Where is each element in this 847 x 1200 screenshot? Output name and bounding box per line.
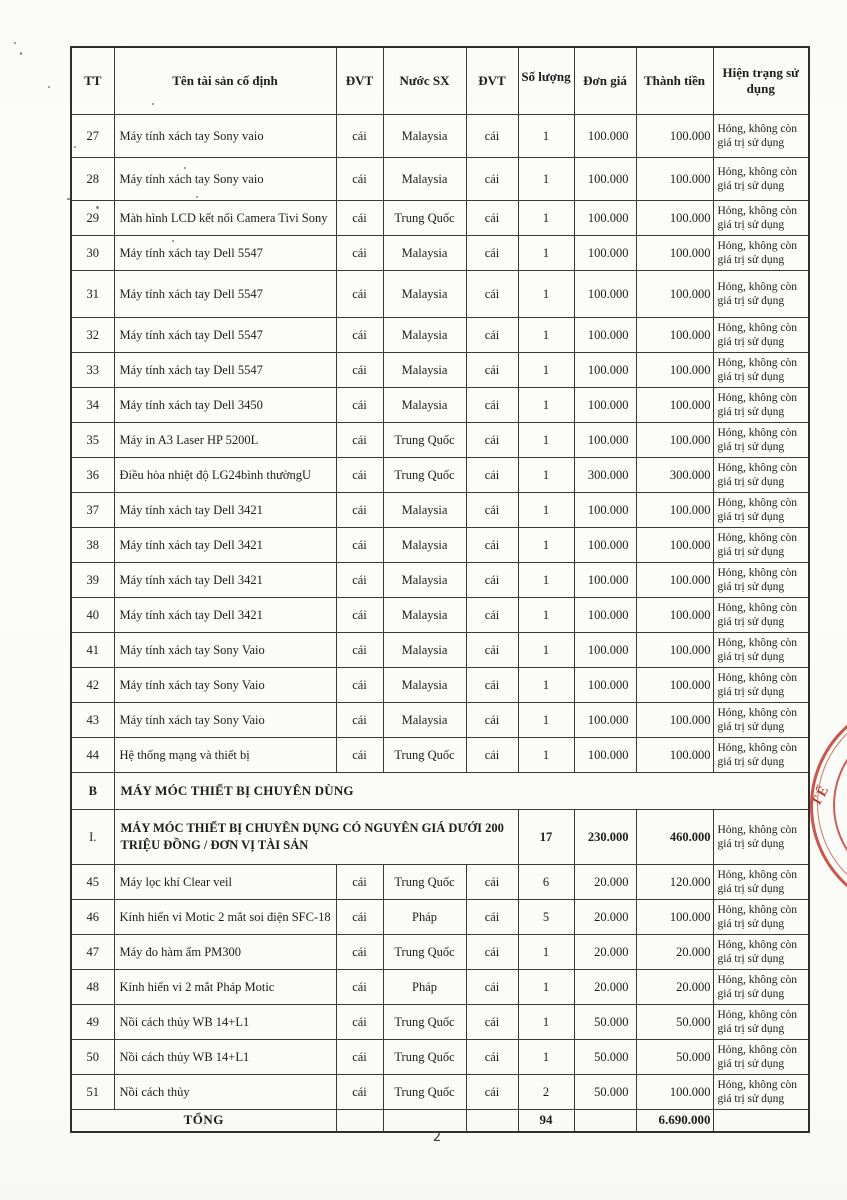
cell-dvt-2: cái (466, 563, 518, 598)
cell-tt: 48 (71, 970, 114, 1005)
cell-country: Pháp (383, 970, 466, 1005)
cell-dvt-1: cái (336, 1040, 383, 1075)
cell-total: 100.000 (636, 236, 713, 271)
cell-unit-price: 100.000 (574, 318, 636, 353)
cell-dvt-1: cái (336, 1005, 383, 1040)
cell-quantity: 17 (518, 810, 574, 865)
cell-total: 100.000 (636, 598, 713, 633)
cell-total: 100.000 (636, 563, 713, 598)
cell-asset-name: Nồi cách thủy WB 14+L1 (114, 1005, 336, 1040)
cell-country: Malaysia (383, 353, 466, 388)
cell-unit-price: 100.000 (574, 738, 636, 773)
cell-unit-price: 100.000 (574, 633, 636, 668)
scan-speckle (48, 86, 50, 88)
cell-dvt-2: cái (466, 236, 518, 271)
cell-total: 20.000 (636, 970, 713, 1005)
cell-tt: 47 (71, 935, 114, 970)
cell-dvt-1: cái (336, 970, 383, 1005)
cell-quantity: 1 (518, 598, 574, 633)
cell-status: Hỏng, không còn giá trị sử dụng (713, 115, 809, 158)
cell-total: 100.000 (636, 493, 713, 528)
cell-asset-name: Nồi cách thủy WB 14+L1 (114, 1040, 336, 1075)
cell-country: Malaysia (383, 115, 466, 158)
cell-dvt-2: cái (466, 703, 518, 738)
cell-quantity: 1 (518, 970, 574, 1005)
cell-dvt-1: cái (336, 1075, 383, 1110)
table-row (71, 563, 809, 598)
cell-country: Trung Quốc (383, 423, 466, 458)
cell-total: 100.000 (636, 115, 713, 158)
cell-unit-price: 20.000 (574, 900, 636, 935)
header-row (71, 47, 809, 115)
cell-quantity: 1 (518, 1040, 574, 1075)
cell-tt: 46 (71, 900, 114, 935)
section-b-header-row (71, 773, 809, 810)
table-row (71, 493, 809, 528)
column-header-asset-name: Tên tài sản cố định (114, 47, 336, 115)
cell-total: 100.000 (636, 1075, 713, 1110)
cell-tt: 32 (71, 318, 114, 353)
cell-dvt-1: cái (336, 201, 383, 236)
table-row (71, 353, 809, 388)
cell-asset-name: Nồi cách thủy (114, 1075, 336, 1110)
cell-quantity: 1 (518, 158, 574, 201)
cell-dvt-1: cái (336, 423, 383, 458)
table-row (71, 668, 809, 703)
cell-status: Hỏng, không còn giá trị sử dụng (713, 1040, 809, 1075)
cell-tt: 28 (71, 158, 114, 201)
cell-country: Malaysia (383, 493, 466, 528)
cell-dvt-1: cái (336, 598, 383, 633)
cell-asset-name: Máy tính xách tay Sony Vaio (114, 703, 336, 738)
cell-dvt-2: cái (466, 935, 518, 970)
cell-quantity: 1 (518, 563, 574, 598)
cell-unit-price: 230.000 (574, 810, 636, 865)
cell-country: Malaysia (383, 563, 466, 598)
cell-quantity: 2 (518, 1075, 574, 1110)
cell-country: Malaysia (383, 158, 466, 201)
table-row (71, 900, 809, 935)
cell-total: 50.000 (636, 1005, 713, 1040)
cell-dvt-1: cái (336, 115, 383, 158)
cell-section-title: MÁY MÓC THIẾT BỊ CHUYÊN DÙNG (114, 773, 809, 810)
cell-tt: 42 (71, 668, 114, 703)
cell-asset-name: Điều hòa nhiệt độ LG24bình thườngU (114, 458, 336, 493)
cell-dvt-1: cái (336, 353, 383, 388)
cell-unit-price: 100.000 (574, 703, 636, 738)
table-row (71, 528, 809, 563)
cell-tt: 50 (71, 1040, 114, 1075)
page-number: 2 (432, 1130, 442, 1145)
cell-country: Trung Quốc (383, 1075, 466, 1110)
cell-dvt-2: cái (466, 318, 518, 353)
cell-dvt-2: cái (466, 1005, 518, 1040)
cell-empty (713, 1110, 809, 1132)
cell-unit-price: 100.000 (574, 158, 636, 201)
cell-empty (574, 1110, 636, 1132)
cell-dvt-2: cái (466, 528, 518, 563)
cell-unit-price: 20.000 (574, 935, 636, 970)
cell-dvt-2: cái (466, 1075, 518, 1110)
cell-unit-price: 50.000 (574, 1040, 636, 1075)
cell-dvt-2: cái (466, 115, 518, 158)
cell-quantity: 1 (518, 1005, 574, 1040)
cell-quantity: 1 (518, 236, 574, 271)
cell-total: 300.000 (636, 458, 713, 493)
cell-total: 100.000 (636, 353, 713, 388)
cell-quantity: 1 (518, 353, 574, 388)
cell-country: Trung Quốc (383, 935, 466, 970)
cell-country: Malaysia (383, 668, 466, 703)
cell-country: Malaysia (383, 598, 466, 633)
cell-quantity: 1 (518, 668, 574, 703)
cell-tt: 31 (71, 271, 114, 318)
cell-quantity: 1 (518, 271, 574, 318)
table-row (71, 201, 809, 236)
cell-asset-name: Máy in A3 Laser HP 5200L (114, 423, 336, 458)
cell-unit-price: 100.000 (574, 598, 636, 633)
cell-quantity: 1 (518, 115, 574, 158)
column-header-dvt-1: ĐVT (336, 47, 383, 115)
cell-status: Hỏng, không còn giá trị sử dụng (713, 738, 809, 773)
cell-status: Hỏng, không còn giá trị sử dụng (713, 353, 809, 388)
cell-dvt-1: cái (336, 935, 383, 970)
cell-dvt-1: cái (336, 236, 383, 271)
table-row (71, 598, 809, 633)
cell-grand-total: 6.690.000 (636, 1110, 713, 1132)
cell-unit-price: 300.000 (574, 458, 636, 493)
cell-unit-price: 20.000 (574, 970, 636, 1005)
cell-tt: 44 (71, 738, 114, 773)
table-row (71, 738, 809, 773)
cell-unit-price: 20.000 (574, 865, 636, 900)
cell-total: 100.000 (636, 738, 713, 773)
table-row (71, 1005, 809, 1040)
cell-asset-name: Máy lọc khí Clear veil (114, 865, 336, 900)
cell-quantity: 1 (518, 935, 574, 970)
cell-country: Trung Quốc (383, 865, 466, 900)
cell-asset-name: Máy tính xách tay Dell 5547 (114, 271, 336, 318)
table-row (71, 865, 809, 900)
cell-tt: 39 (71, 563, 114, 598)
cell-total: 100.000 (636, 668, 713, 703)
cell-dvt-1: cái (336, 633, 383, 668)
cell-status: Hỏng, không còn giá trị sử dụng (713, 528, 809, 563)
column-header-tt: TT (71, 47, 114, 115)
cell-status: Hỏng, không còn giá trị sử dụng (713, 493, 809, 528)
cell-asset-name: Máy tính xách tay Sony Vaio (114, 633, 336, 668)
cell-dvt-2: cái (466, 201, 518, 236)
cell-dvt-2: cái (466, 158, 518, 201)
cell-quantity: 1 (518, 738, 574, 773)
cell-quantity: 6 (518, 865, 574, 900)
column-header-status: Hiện trạng sử dụng (713, 47, 809, 115)
cell-dvt-2: cái (466, 458, 518, 493)
cell-status: Hỏng, không còn giá trị sử dụng (713, 668, 809, 703)
cell-tt: 43 (71, 703, 114, 738)
cell-total: 100.000 (636, 158, 713, 201)
cell-unit-price: 100.000 (574, 201, 636, 236)
cell-tt: 36 (71, 458, 114, 493)
table-row (71, 318, 809, 353)
cell-status: Hỏng, không còn giá trị sử dụng (713, 935, 809, 970)
grand-total-row (71, 1110, 809, 1132)
cell-dvt-2: cái (466, 598, 518, 633)
table-row (71, 703, 809, 738)
cell-status: Hỏng, không còn giá trị sử dụng (713, 563, 809, 598)
cell-dvt-1: cái (336, 318, 383, 353)
cell-quantity: 1 (518, 201, 574, 236)
cell-asset-name: Kính hiển vi 2 mắt Pháp Motic (114, 970, 336, 1005)
cell-empty (466, 1110, 518, 1132)
cell-asset-name: Máy tính xách tay Dell 3421 (114, 598, 336, 633)
cell-status: Hỏng, không còn giá trị sử dụng (713, 865, 809, 900)
cell-total: 50.000 (636, 1040, 713, 1075)
cell-section-title: MÁY MÓC THIẾT BỊ CHUYÊN DỤNG CÓ NGUYÊN GIÁ DƯỚI 200 TRIỆU ĐỒNG / ĐƠN VỊ TÀI SẢN (114, 810, 518, 865)
cell-asset-name: Máy tính xách tay Dell 5547 (114, 236, 336, 271)
cell-status: Hỏng, không còn giá trị sử dụng (713, 810, 809, 865)
cell-total-label: TỔNG (71, 1110, 336, 1132)
cell-dvt-2: cái (466, 423, 518, 458)
cell-asset-name: Máy đo hàm ẩm PM300 (114, 935, 336, 970)
cell-unit-price: 100.000 (574, 388, 636, 423)
cell-asset-name: Máy tính xách tay Dell 5547 (114, 353, 336, 388)
cell-asset-name: Máy tính xách tay Sony vaio (114, 115, 336, 158)
scan-speckle (14, 42, 16, 44)
asset-table (70, 46, 810, 1133)
cell-country: Malaysia (383, 318, 466, 353)
cell-tt: 49 (71, 1005, 114, 1040)
cell-status: Hỏng, không còn giá trị sử dụng (713, 900, 809, 935)
cell-quantity: 1 (518, 318, 574, 353)
table-row (71, 271, 809, 318)
cell-tt: 51 (71, 1075, 114, 1110)
table-row (71, 633, 809, 668)
cell-dvt-2: cái (466, 865, 518, 900)
column-header-total: Thành tiền (636, 47, 713, 115)
column-header-country: Nước SX (383, 47, 466, 115)
cell-country: Trung Quốc (383, 1005, 466, 1040)
cell-dvt-1: cái (336, 738, 383, 773)
cell-country: Pháp (383, 900, 466, 935)
cell-quantity: 1 (518, 633, 574, 668)
table-row (71, 115, 809, 158)
cell-tt: 34 (71, 388, 114, 423)
cell-country: Malaysia (383, 703, 466, 738)
cell-tt: 27 (71, 115, 114, 158)
table-row (71, 1040, 809, 1075)
cell-asset-name: Hệ thống mạng và thiết bị (114, 738, 336, 773)
section-i-summary-row (71, 810, 809, 865)
column-header-unit-price: Đơn giá (574, 47, 636, 115)
cell-unit-price: 50.000 (574, 1005, 636, 1040)
cell-dvt-2: cái (466, 493, 518, 528)
cell-tt: 40 (71, 598, 114, 633)
cell-country: Malaysia (383, 388, 466, 423)
cell-total: 100.000 (636, 388, 713, 423)
cell-dvt-2: cái (466, 1040, 518, 1075)
cell-total: 100.000 (636, 201, 713, 236)
cell-dvt-2: cái (466, 738, 518, 773)
cell-quantity: 1 (518, 388, 574, 423)
cell-asset-name: Máy tính xách tay Sony Vaio (114, 668, 336, 703)
cell-dvt-2: cái (466, 353, 518, 388)
cell-dvt-1: cái (336, 158, 383, 201)
cell-unit-price: 100.000 (574, 668, 636, 703)
cell-country: Malaysia (383, 528, 466, 563)
cell-dvt-1: cái (336, 388, 383, 423)
table-row (71, 970, 809, 1005)
cell-quantity: 1 (518, 423, 574, 458)
cell-total: 100.000 (636, 423, 713, 458)
stamp-text: TẾ (808, 782, 834, 810)
cell-status: Hỏng, không còn giá trị sử dụng (713, 423, 809, 458)
cell-status: Hỏng, không còn giá trị sử dụng (713, 201, 809, 236)
cell-asset-name: Máy tính xách tay Sony vaio (114, 158, 336, 201)
cell-dvt-2: cái (466, 900, 518, 935)
cell-total: 100.000 (636, 703, 713, 738)
cell-total: 460.000 (636, 810, 713, 865)
column-header-dvt-2: ĐVT (466, 47, 518, 115)
cell-dvt-1: cái (336, 493, 383, 528)
cell-unit-price: 100.000 (574, 563, 636, 598)
cell-country: Trung Quốc (383, 201, 466, 236)
table-row (71, 1075, 809, 1110)
table-row (71, 388, 809, 423)
table-row (71, 236, 809, 271)
cell-unit-price: 100.000 (574, 236, 636, 271)
cell-asset-name: Kính hiển vi Motic 2 mắt soi điện SFC-18 (114, 900, 336, 935)
cell-status: Hỏng, không còn giá trị sử dụng (713, 970, 809, 1005)
cell-quantity: 1 (518, 528, 574, 563)
table-row (71, 158, 809, 201)
cell-unit-price: 100.000 (574, 528, 636, 563)
table-row (71, 935, 809, 970)
cell-status: Hỏng, không còn giá trị sử dụng (713, 598, 809, 633)
cell-dvt-2: cái (466, 271, 518, 318)
cell-tt: 30 (71, 236, 114, 271)
scan-speckle (20, 52, 22, 55)
cell-unit-price: 100.000 (574, 271, 636, 318)
cell-unit-price: 100.000 (574, 115, 636, 158)
cell-asset-name: Máy tính xách tay Dell 3421 (114, 493, 336, 528)
cell-status: Hỏng, không còn giá trị sử dụng (713, 318, 809, 353)
cell-tt: 33 (71, 353, 114, 388)
column-header-quantity: Số lượng (518, 47, 574, 115)
cell-asset-name: Máy tính xách tay Dell 3421 (114, 563, 336, 598)
cell-dvt-1: cái (336, 563, 383, 598)
cell-dvt-1: cái (336, 458, 383, 493)
cell-status: Hỏng, không còn giá trị sử dụng (713, 633, 809, 668)
cell-total: 100.000 (636, 318, 713, 353)
cell-country: Malaysia (383, 236, 466, 271)
cell-status: Hỏng, không còn giá trị sử dụng (713, 271, 809, 318)
cell-dvt-1: cái (336, 668, 383, 703)
cell-unit-price: 100.000 (574, 353, 636, 388)
cell-dvt-1: cái (336, 900, 383, 935)
cell-country: Malaysia (383, 271, 466, 318)
cell-unit-price: 100.000 (574, 423, 636, 458)
cell-tt: 45 (71, 865, 114, 900)
cell-status: Hỏng, không còn giá trị sử dụng (713, 1005, 809, 1040)
cell-dvt-1: cái (336, 703, 383, 738)
cell-dvt-2: cái (466, 970, 518, 1005)
cell-empty (383, 1110, 466, 1132)
cell-total: 20.000 (636, 935, 713, 970)
cell-status: Hỏng, không còn giá trị sử dụng (713, 236, 809, 271)
cell-asset-name: Máy tính xách tay Dell 3450 (114, 388, 336, 423)
cell-dvt-2: cái (466, 633, 518, 668)
cell-total: 100.000 (636, 271, 713, 318)
cell-dvt-2: cái (466, 388, 518, 423)
cell-total: 100.000 (636, 900, 713, 935)
cell-tt: 37 (71, 493, 114, 528)
cell-tt: 38 (71, 528, 114, 563)
cell-country: Trung Quốc (383, 1040, 466, 1075)
cell-total: 100.000 (636, 633, 713, 668)
cell-dvt-1: cái (336, 271, 383, 318)
cell-tt: 29 (71, 201, 114, 236)
cell-country: Malaysia (383, 633, 466, 668)
cell-country: Trung Quốc (383, 458, 466, 493)
cell-quantity: 1 (518, 493, 574, 528)
cell-section-letter: B (71, 773, 114, 810)
cell-total: 100.000 (636, 528, 713, 563)
cell-status: Hỏng, không còn giá trị sử dụng (713, 158, 809, 201)
cell-dvt-1: cái (336, 865, 383, 900)
cell-quantity: 1 (518, 703, 574, 738)
cell-country: Trung Quốc (383, 738, 466, 773)
cell-quantity: 5 (518, 900, 574, 935)
cell-unit-price: 50.000 (574, 1075, 636, 1110)
cell-dvt-1: cái (336, 528, 383, 563)
cell-status: Hỏng, không còn giá trị sử dụng (713, 1075, 809, 1110)
cell-asset-name: Máy tính xách tay Dell 5547 (114, 318, 336, 353)
cell-section-number: I. (71, 810, 114, 865)
cell-tt: 35 (71, 423, 114, 458)
table-row (71, 458, 809, 493)
cell-unit-price: 100.000 (574, 493, 636, 528)
cell-empty (336, 1110, 383, 1132)
table-row (71, 423, 809, 458)
cell-status: Hỏng, không còn giá trị sử dụng (713, 388, 809, 423)
cell-total: 120.000 (636, 865, 713, 900)
cell-dvt-2: cái (466, 668, 518, 703)
cell-asset-name: Màn hình LCD kết nối Camera Tivi Sony (114, 201, 336, 236)
cell-tt: 41 (71, 633, 114, 668)
cell-asset-name: Máy tính xách tay Dell 3421 (114, 528, 336, 563)
cell-total-quantity: 94 (518, 1110, 574, 1132)
cell-status: Hỏng, không còn giá trị sử dụng (713, 703, 809, 738)
cell-status: Hỏng, không còn giá trị sử dụng (713, 458, 809, 493)
cell-quantity: 1 (518, 458, 574, 493)
